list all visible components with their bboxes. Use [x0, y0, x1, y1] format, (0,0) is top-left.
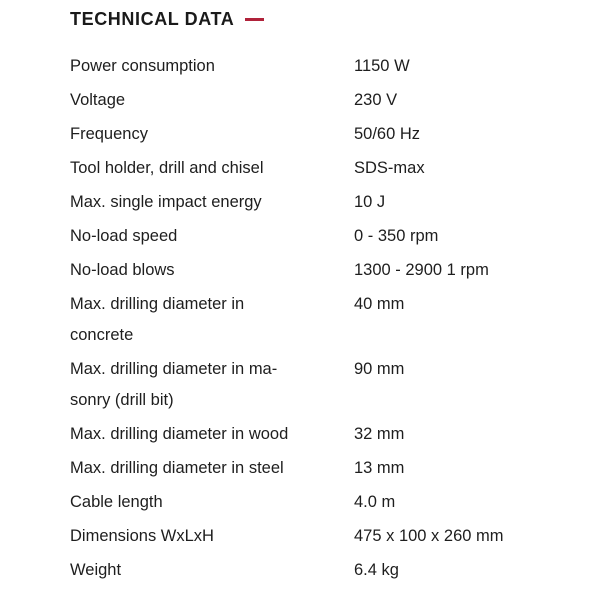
- accent-dash: [245, 18, 264, 21]
- spec-label: Max. drilling diameter in wood: [70, 424, 289, 443]
- spec-label: Max. single impact energy: [70, 192, 262, 211]
- spec-label: No-load blows: [70, 260, 175, 279]
- spec-label: Dimensions WxLxH: [70, 526, 214, 545]
- spec-value: 90 mm: [354, 359, 405, 378]
- section-title: [70, 9, 264, 30]
- section-title-text: TECHNICAL DATA: [70, 9, 235, 29]
- spec-label: No-load speed: [70, 226, 178, 245]
- spec-label: Power consumption: [70, 56, 215, 75]
- spec-label: Frequency: [70, 124, 148, 143]
- spec-value: SDS-max: [354, 158, 425, 177]
- spec-row: [70, 553, 570, 587]
- spec-label: Max. drilling diameter in steel: [70, 458, 284, 477]
- spec-value: 40 mm: [354, 294, 405, 313]
- spec-row: [70, 83, 570, 117]
- spec-label: Weight: [70, 560, 122, 579]
- spec-row: [70, 219, 570, 253]
- spec-label: Voltage: [70, 90, 126, 109]
- spec-value: 1150 W: [354, 56, 410, 75]
- spec-value: 4.0 m: [354, 492, 396, 511]
- spec-row: [70, 287, 570, 352]
- spec-table: [70, 49, 570, 587]
- spec-value: 475 x 100 x 260 mm: [354, 526, 504, 545]
- spec-value: 32 mm: [354, 424, 405, 443]
- spec-value: 0 - 350 rpm: [354, 226, 439, 245]
- spec-row: [70, 185, 570, 219]
- spec-value: 1300 - 2900 1 rpm: [354, 260, 489, 279]
- spec-row: [70, 417, 570, 451]
- spec-value: 6.4 kg: [354, 560, 399, 579]
- spec-label: Tool holder, drill and chisel: [70, 158, 264, 177]
- spec-label: Max. drilling diameter in ma- sonry (drill bit): [70, 359, 278, 409]
- spec-row: [70, 485, 570, 519]
- spec-row: [70, 117, 570, 151]
- spec-row: [70, 253, 570, 287]
- spec-row: [70, 49, 570, 83]
- spec-value: 230 V: [354, 90, 398, 109]
- spec-label: Cable length: [70, 492, 163, 511]
- spec-row: [70, 519, 570, 553]
- spec-row: [70, 451, 570, 485]
- spec-value: 50/60 Hz: [354, 124, 421, 143]
- spec-row: [70, 352, 570, 417]
- spec-value: 13 mm: [354, 458, 405, 477]
- spec-value: 10 J: [354, 192, 386, 211]
- spec-label: Max. drilling diameter in concrete: [70, 294, 245, 344]
- spec-row: [70, 151, 570, 185]
